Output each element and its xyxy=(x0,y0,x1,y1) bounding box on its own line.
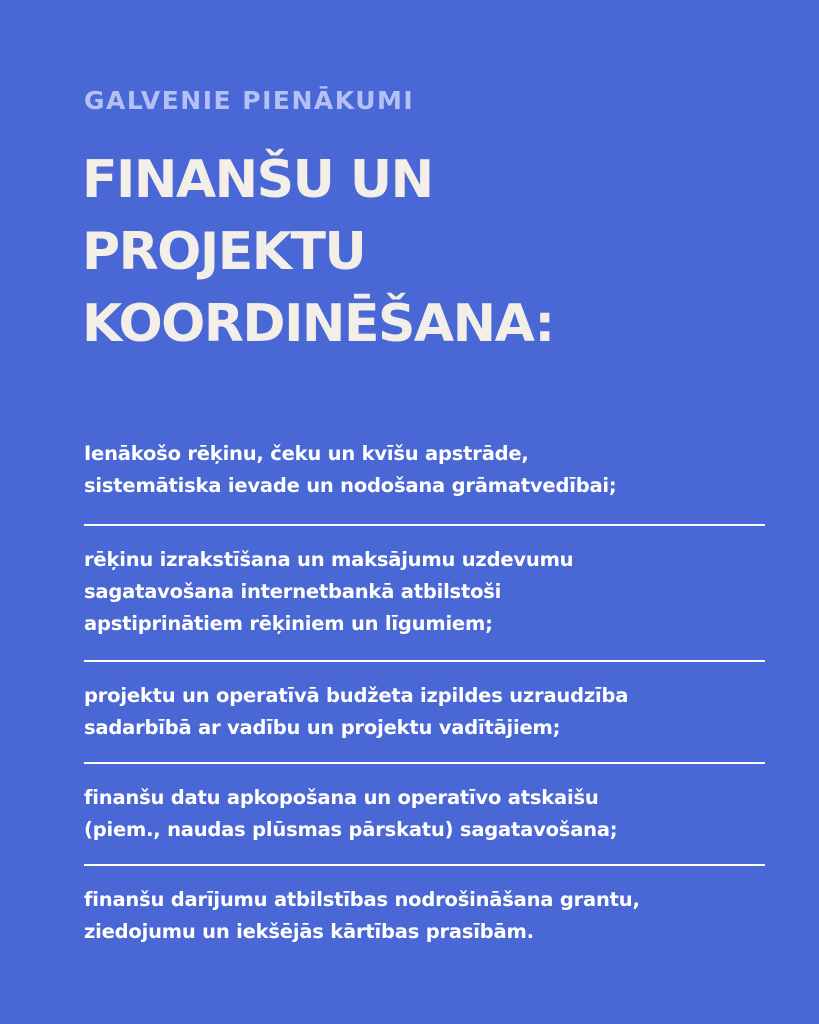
title-line: FINANŠU UN xyxy=(82,150,433,210)
list-item xyxy=(84,526,765,660)
item-line: Ienākošo rēķinu, čeku un kvīšu apstrāde, xyxy=(84,442,529,465)
responsibility-list xyxy=(84,438,765,948)
item-line: sadarbībā ar vadību un projektu vadītājiem; xyxy=(84,716,561,739)
item-line: apstiprinātiem rēķiniem un līgumiem; xyxy=(84,612,493,635)
item-line: rēķinu izrakstīšana un maksājumu uzdevumu xyxy=(84,548,574,571)
list-item xyxy=(84,866,765,948)
item-line: finanšu darījumu atbilstības nodrošināšana grantu, xyxy=(84,888,640,911)
title-line: KOORDINĒŠANA: xyxy=(82,294,554,354)
item-line: projektu un operatīvā budžeta izpildes uzraudzība xyxy=(84,684,629,707)
section-eyebrow: GALVENIE PIENĀKUMI xyxy=(84,86,415,115)
item-line: sistemātiska ievade un nodošana grāmatvedībai; xyxy=(84,474,617,497)
list-item xyxy=(84,662,765,762)
page-title xyxy=(82,144,554,360)
item-line: sagatavošana internetbankā atbilstoši xyxy=(84,580,502,603)
item-line: (piem., naudas plūsmas pārskatu) sagatavošana; xyxy=(84,818,618,841)
item-line: ziedojumu un iekšējās kārtības prasībām. xyxy=(84,920,534,943)
item-line: finanšu datu apkopošana un operatīvo atskaišu xyxy=(84,786,599,809)
list-item xyxy=(84,764,765,864)
list-item xyxy=(84,438,765,524)
title-line: PROJEKTU xyxy=(82,222,366,282)
